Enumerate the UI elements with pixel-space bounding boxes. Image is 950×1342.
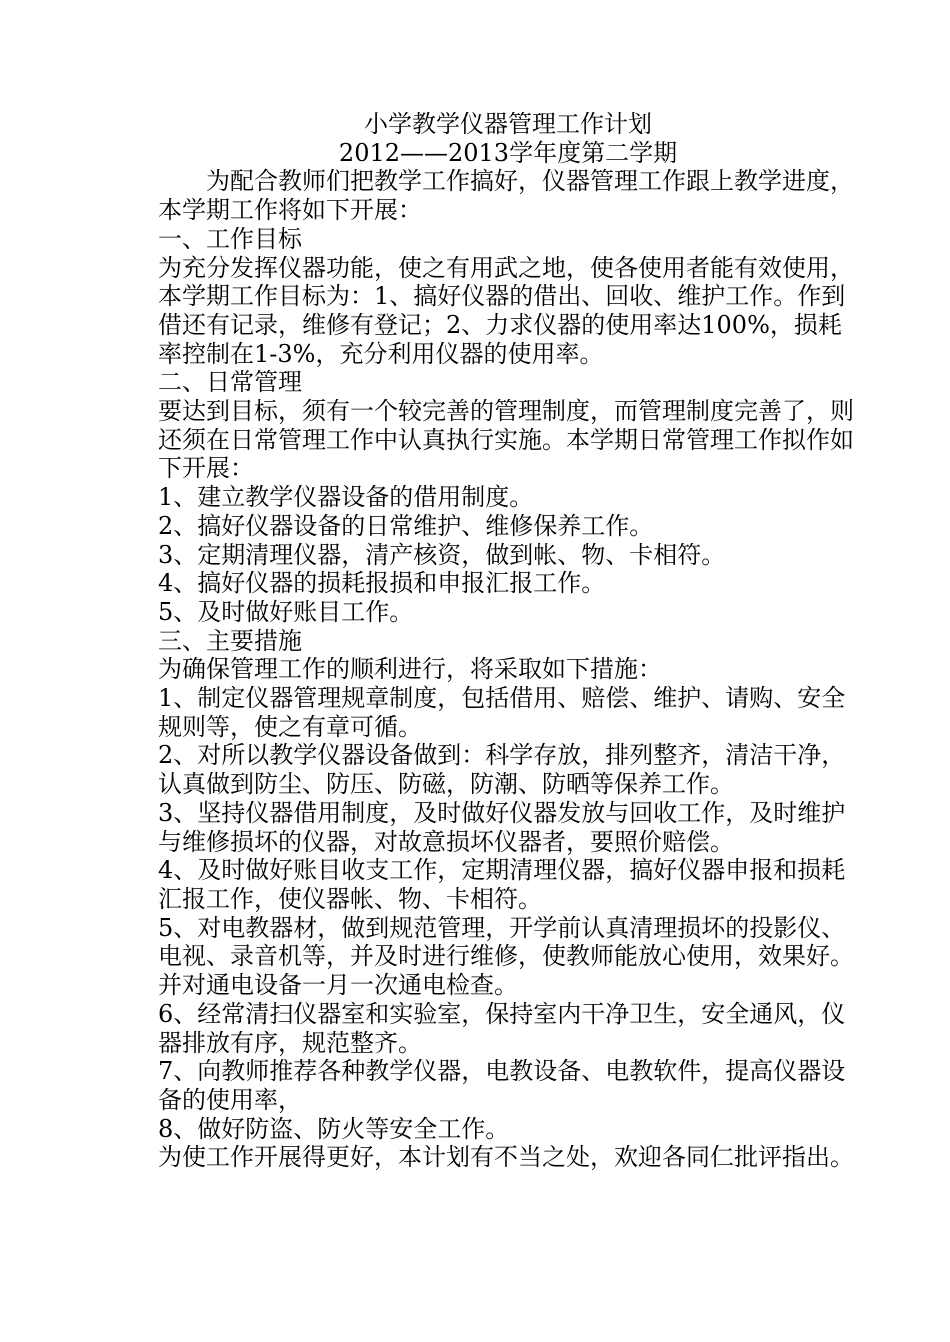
document-body xyxy=(158,110,858,1172)
list-item: 8、做好防盗、防火等安全工作。 xyxy=(158,1114,510,1143)
list-item: 6、经常清扫仪器室和实验室，保持室内干净卫生，安全通风，仪器排放有序，规范整齐。 xyxy=(158,999,846,1057)
list-item: 4、搞好仪器的损耗报损和申报汇报工作。 xyxy=(158,569,606,598)
list-item: 7、向教师推荐各种教学仪器，电教设备、电教软件，提高仪器设备的使用率， xyxy=(158,1057,846,1114)
document-title: 小学教学仪器管理工作计划 xyxy=(364,110,652,138)
list-item: 3、坚持仪器借用制度，及时做好仪器发放与回收工作，及时维护与维修损坏的仪器，对故意损坏仪器者，要照价赔偿。 xyxy=(158,798,846,856)
list-item: 3、定期清理仪器，清产核资，做到帐、物、卡相符。 xyxy=(158,540,726,569)
document-subtitle: 2012——2013学年度第二学期 xyxy=(338,138,678,167)
list-item: 5、对电教器材，做到规范管理，开学前认真清理损坏的投影仪、电视、录音机等，并及时进行维修，使教师能放心使用，效果好。并对通电设备一月一次通电检查。 xyxy=(158,913,854,1000)
closing-paragraph: 为使工作开展得更好，本计划有不当之处，欢迎各同仁批评指出。 xyxy=(158,1143,854,1172)
measures-intro-paragraph: 为确保管理工作的顺利进行，将采取如下措施： xyxy=(158,655,662,684)
daily-management-paragraph: 要达到目标，须有一个较完善的管理制度，而管理制度完善了，则还须在日常管理工作中认真执行实施。本学期日常管理工作拟作如下开展： xyxy=(158,397,854,483)
section-heading-goals: 一、工作目标 xyxy=(158,224,302,253)
list-item: 4、及时做好账目收支工作，定期清理仪器，搞好仪器申报和损耗汇报工作，使仪器帐、物、卡相符。 xyxy=(158,856,846,913)
list-item: 1、建立教学仪器设备的借用制度。 xyxy=(158,483,534,512)
list-item: 2、对所以教学仪器设备做到：科学存放，排列整齐，清洁干净，认真做到防尘、防压、防磁，防潮、防晒等保养工作。 xyxy=(158,741,846,799)
list-item: 1、制定仪器管理规章制度，包括借用、赔偿、维护、请购、安全规则等，使之有章可循。 xyxy=(158,684,846,741)
goals-paragraph: 为充分发挥仪器功能，使之有用武之地，使各使用者能有效使用，本学期工作目标为：1、搞好仪器的借出、回收、维护工作。作到借还有记录，维修有登记；2、力求仪器的使用率达100%，损耗率控制在1-3%，充分利用仪器的使用率。 xyxy=(158,253,854,368)
list-item: 5、及时做好账目工作。 xyxy=(158,597,414,626)
section-heading-measures: 三、主要措施 xyxy=(158,626,302,655)
list-item: 2、搞好仪器设备的日常维护、维修保养工作。 xyxy=(158,511,654,540)
section-heading-daily-management: 二、日常管理 xyxy=(158,368,302,397)
intro-paragraph: 为配合教师们把教学工作搞好，仪器管理工作跟上教学进度，本学期工作将如下开展： xyxy=(158,167,854,225)
